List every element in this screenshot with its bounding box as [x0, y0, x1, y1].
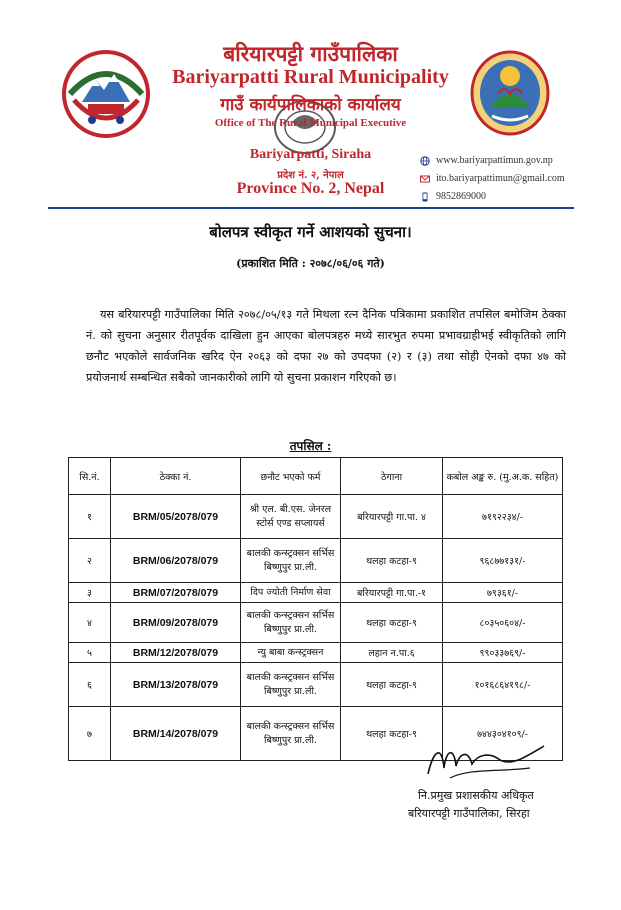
- cell-amount: १०१६८६४१९८/-: [443, 663, 563, 707]
- municipality-name-en: Bariyarpatti Rural Municipality: [172, 66, 449, 88]
- cell-amount: ७४४३०४१०९/-: [443, 707, 563, 761]
- cell-contract: BRM/06/2078/079: [111, 539, 241, 583]
- cell-amount: ७१९२२३४/-: [443, 495, 563, 539]
- signatory-office: बरियारपट्टी गाउँपालिका, सिरहा: [408, 807, 530, 820]
- schedule-title: [0, 437, 621, 454]
- office-name-np: गाउँ कार्यपालिकाको कार्यालय: [220, 95, 401, 115]
- table-header-row: [69, 458, 563, 495]
- email-icon: [420, 174, 430, 184]
- cell-address: थलहा कटहा-९: [341, 539, 443, 583]
- cell-amount: ९६८७७१३१/-: [443, 539, 563, 583]
- cell-sn: ५: [69, 643, 111, 663]
- email-text: ito.bariyarpattimun@gmail.com: [436, 173, 565, 184]
- globe-icon: [420, 156, 430, 166]
- col-header-sn: सि.नं.: [69, 458, 111, 495]
- cell-contract: BRM/12/2078/079: [111, 643, 241, 663]
- website-text: www.bariyarpattimun.gov.np: [436, 155, 553, 166]
- table-row: [69, 583, 563, 603]
- cell-address: लहान न.पा.६: [341, 643, 443, 663]
- cell-contract: BRM/14/2078/079: [111, 707, 241, 761]
- cell-firm: श्री एल. बी.एस. जेनरल स्टोर्स एण्ड सप्लायर्स: [241, 495, 341, 539]
- table-row: [69, 643, 563, 663]
- cell-sn: ७: [69, 707, 111, 761]
- cell-address: बरियारपट्टी गा.पा. ४: [341, 495, 443, 539]
- signatory-title: नि.प्रमुख प्रशासकीय अधिकृत: [418, 789, 534, 802]
- contact-email: [420, 173, 565, 184]
- location-text: Bariyarpatti, Siraha: [249, 147, 372, 162]
- cell-sn: ६: [69, 663, 111, 707]
- cell-firm: न्यु बाबा कन्स्ट्रक्सन: [241, 643, 341, 663]
- province-en: Province No. 2, Nepal: [236, 180, 385, 197]
- cell-sn: २: [69, 539, 111, 583]
- cell-firm: दिप ज्योती निर्माण सेवा: [241, 583, 341, 603]
- cell-sn: ४: [69, 603, 111, 643]
- cell-contract: BRM/09/2078/079: [111, 603, 241, 643]
- cell-contract: BRM/05/2078/079: [111, 495, 241, 539]
- province-np: प्रदेश नं. २, नेपाल: [277, 170, 344, 181]
- cell-sn: १: [69, 495, 111, 539]
- cell-address: थलहा कटहा-९: [341, 707, 443, 761]
- cell-amount: ९९०३३७६९/-: [443, 643, 563, 663]
- phone-text: 9852869000: [436, 191, 486, 202]
- bid-table: [68, 457, 563, 761]
- publish-date: (प्रकाशित मिति : २०७८/०६/०६ गते): [236, 257, 385, 270]
- cell-amount: ७९३६१/-: [443, 583, 563, 603]
- office-name-en: Office of The Rural Municipal Executive: [214, 117, 407, 129]
- header-divider: [48, 207, 574, 209]
- cell-address: बरियारपट्टी गा.पा.-१: [341, 583, 443, 603]
- cell-contract: BRM/07/2078/079: [111, 583, 241, 603]
- municipality-name-np: बरियारपट्टी गाउँपालिका: [223, 41, 398, 66]
- col-header-address: ठेगाना: [341, 458, 443, 495]
- cell-address: थलहा कटहा-९: [341, 603, 443, 643]
- phone-icon: [420, 192, 430, 202]
- contact-phone: [420, 191, 486, 202]
- table-row: [69, 495, 563, 539]
- signature-icon: [420, 738, 550, 784]
- cell-firm: बालकी कन्स्ट्रक्सन सर्भिस बिष्णुपुर प्रा.ली.: [241, 603, 341, 643]
- cell-amount: ८०३५०६०४/-: [443, 603, 563, 643]
- cell-firm: बालकी कन्स्ट्रक्सन सर्भिस बिष्णुपुर प्रा.ली.: [241, 707, 341, 761]
- notice-body: यस बरियारपट्टी गाउँपालिका मिति २०७८/०५/१३ गते मिथला रत्न दैनिक पत्रिकामा प्रकाशित तपसिल बमोजिम ठेक्का नं. को सुचना अनुसार रीतपूर्वक दाखिला हुन आएका बोलपत्रहरु मध्ये सारभुत रुपमा प्रभावग्राहीभई स्वीकृतिको लागि छनौट भएकोले सार्वजनिक खरिद ऐन २०६३ को दफा २७ को उपदफा (२) र (३) तथा सोही ऐनको दफा ४७ को प्रयोजनार्थ सम्बन्धित सबैको जानकारीको लागि यो सुचना प्रकाशन गरिएको छ।: [86, 308, 566, 384]
- cell-address: थलहा कटहा-९: [341, 663, 443, 707]
- schedule-title-text: तपसिल :: [289, 439, 332, 453]
- table-row: [69, 603, 563, 643]
- cell-sn: ३: [69, 583, 111, 603]
- col-header-firm: छनौट भएको फर्म: [241, 458, 341, 495]
- contact-website: [420, 155, 553, 166]
- col-header-contract: ठेक्का नं.: [111, 458, 241, 495]
- notice-title: बोलपत्र स्वीकृत गर्ने आशयको सुचना।: [209, 223, 412, 241]
- cell-firm: बालकी कन्स्ट्रक्सन सर्भिस बिष्णुपुर प्रा.ली.: [241, 539, 341, 583]
- table-row: [69, 539, 563, 583]
- col-header-amount: कबोल अङ्क रु. (मु.अ.क. सहित): [443, 458, 563, 495]
- cell-firm: बालकी कन्स्ट्रक्सन सर्भिस बिष्णुपुर प्रा.ली.: [241, 663, 341, 707]
- table-row: [69, 663, 563, 707]
- cell-contract: BRM/13/2078/079: [111, 663, 241, 707]
